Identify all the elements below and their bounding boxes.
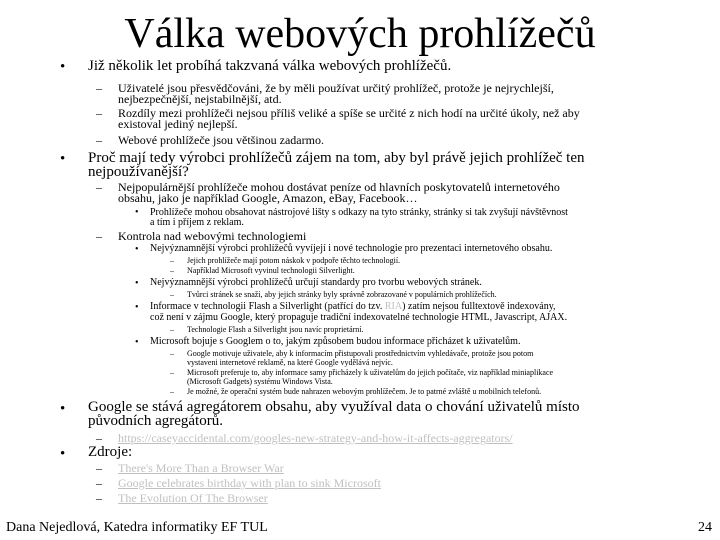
l3-text: Microsoft bojuje s Googlem o to, jakým způsobem budou informace přicházet k uživatelům. (150, 336, 521, 347)
l1-text: Proč mají tedy výrobci prohlížečů zájem na tom, aby byl právě jejich prohlížeč ten (88, 150, 585, 166)
l3-text: Nejvýznamnější výrobci prohlížečů vyvíjejí i nové technologie pro prezentaci internetového obsahu. (150, 243, 553, 254)
dash: – (96, 81, 102, 95)
l2-text: Rozdíly mezi prohlížeči nejsou příliš veliké a spíše se určité z nich hodí na určité úkoly, než aby (118, 106, 580, 120)
dash: – (170, 266, 174, 275)
dash: – (96, 491, 102, 505)
l2-text: Kontrola nad webovými technologiemi (118, 229, 307, 243)
l4-text: (Microsoft Gadgets) systému Windows Vista. (187, 377, 333, 386)
dash: – (96, 461, 102, 475)
source-link-google-birthday[interactable]: Google celebrates birthday with plan to sink Microsoft (118, 476, 381, 490)
bullet: • (135, 337, 139, 348)
bullet: • (60, 446, 66, 462)
l2-text: Webové prohlížeče jsou většinou zadarmo. (118, 133, 324, 147)
l1-text: Již několik let probíhá takzvaná válka webových prohlížečů. (88, 58, 452, 74)
l2-text: obsahu, jako je například Google, Amazon, eBay, Facebook… (118, 191, 418, 205)
l1-text: Google se stává agregátorem obsahu, aby využíval data o chování uživatelů místo (88, 399, 580, 415)
l4-text: Technologie Flash a Silverlight jsou navíc proprietární. (187, 325, 364, 334)
l4-text: vystaveni internetové reklamě, na které Google vydělává nejvíc. (187, 358, 393, 367)
dash: – (170, 325, 174, 334)
l3-text: což není v zájmu Google, který propaguje tradiční indexovatelné technologie HTML, Javascript, AJAX. (150, 312, 568, 323)
dash: – (96, 229, 102, 243)
l3-text: Prohlížeče mohou obsahovat nástrojové lišty s odkazy na tyto stránky, stránky si tak zvyšují návštěvnost (150, 207, 568, 218)
bullet: • (60, 401, 66, 417)
l4-text: Microsoft preferuje to, aby informace samy přicházely k uživatelům do jejich počítače, viz například miniaplikace (187, 368, 554, 377)
dash: – (170, 368, 174, 377)
source-link-browser-war[interactable]: There's More Than a Browser War (118, 461, 284, 475)
source-link-evolution[interactable]: The Evolution Of The Browser (118, 491, 268, 505)
ria-link[interactable]: RIA (384, 301, 403, 312)
l1-text: nejpoužívanější? (88, 164, 189, 180)
bullet: • (135, 302, 139, 313)
dash: – (96, 431, 102, 445)
l3-text-pre: Informace v technologii Flash a Silverlight (patřící do tzv. (150, 301, 383, 312)
l2-text: Nejpopulárnější prohlížeče mohou dostávat peníze od hlavních poskytovatelů internetového (118, 180, 560, 194)
l2-text: Uživatelé jsou přesvědčováni, že by měli používat určitý prohlížeč, protože je nejrychlejší, (118, 81, 554, 95)
l3-text: a tím i příjem z reklam. (150, 217, 244, 228)
l4-text: Je možné, že operační systém bude nahrazen webovým prohlížečem. Je to patrné zvláště u mobilních telefonů. (187, 387, 542, 396)
l4-text: Google motivuje uživatele, aby k informacím přistupovali prostřednictvím vyhledávače, protože jsou potom (187, 349, 534, 358)
l4-text: Jejich prohlížeče mají potom náskok v podpoře těchto technologií. (187, 256, 401, 265)
l3-text (150, 302, 556, 312)
sources-heading: Zdroje: (88, 444, 133, 460)
dash: – (96, 106, 102, 120)
bullet: • (135, 278, 139, 289)
dash: – (170, 256, 174, 265)
dash: – (96, 180, 102, 194)
dash: – (170, 387, 174, 396)
l2-text: existoval jediný nejlepší. (118, 117, 238, 131)
l2-text: nejbezpečnější, nejstabilnější, atd. (118, 92, 282, 106)
dash: – (170, 290, 174, 299)
l1-text: původních agregátorů. (88, 413, 223, 429)
bullet: • (135, 207, 139, 218)
bullet: • (60, 59, 66, 75)
footer-author: Dana Nejedlová, Katedra informatiky EF TUL (6, 520, 268, 535)
l3-text: Nejvýznamnější výrobci prohlížečů určují standardy pro tvorbu webových stránek. (150, 277, 482, 288)
l4-text: Tvůrci stránek se snaží, aby jejich stránky byly správně zobrazované v populárních prohlížečích. (187, 290, 497, 299)
bullet: • (60, 151, 66, 167)
dash: – (170, 349, 174, 358)
l4-text: Například Microsoft vyvinul technologii Silverlight. (187, 266, 355, 275)
l3-text-post: ) zatím nejsou fulltextově indexovány, (402, 301, 556, 312)
dash: – (96, 476, 102, 490)
slide-title: Válka webových prohlížečů (124, 11, 596, 57)
page-number: 24 (698, 520, 712, 535)
bullet: • (135, 244, 139, 255)
dash: – (96, 133, 102, 147)
aggregators-link[interactable]: https://caseyaccidental.com/googles-new-strategy-and-how-it-affects-aggregators/ (118, 431, 513, 445)
